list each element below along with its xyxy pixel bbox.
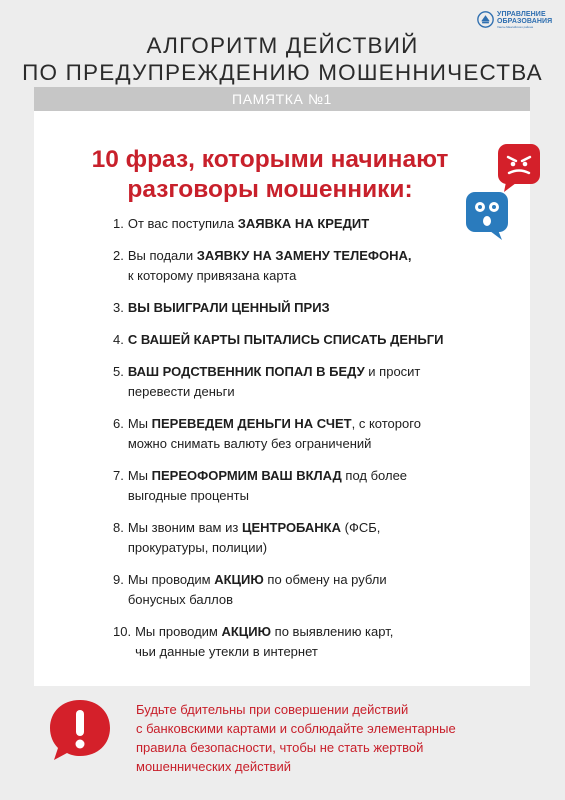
warning-text	[136, 700, 466, 776]
list-item-text	[128, 466, 513, 506]
list-item-number: 10.	[113, 624, 132, 639]
page-title-line-1: АЛГОРИТМ ДЕЙСТВИЙ	[146, 33, 419, 58]
list-item-text	[128, 246, 513, 286]
logo-line-2: ОБРАЗОВАНИЯ	[497, 18, 553, 25]
emphasis-text: ПЕРЕОФОРМИМ ВАШ ВКЛАД	[151, 468, 342, 483]
list-item	[113, 570, 513, 610]
memo-band	[34, 87, 530, 111]
warning-line-2: с банковскими картами и соблюдайте элементарные	[136, 721, 456, 736]
memo-label: ПАМЯТКА №1	[232, 91, 332, 107]
list-item-text	[135, 622, 513, 662]
headline-line-1: 10 фраз, которыми начинают	[91, 146, 449, 173]
list-item	[113, 466, 513, 506]
plain-text: по выявлению карт,	[271, 624, 394, 639]
list-item	[113, 622, 513, 662]
emphasis-text: АКЦИЮ	[221, 624, 272, 639]
logo-line-3: Ханты-Мансийского района	[497, 25, 534, 29]
list-item-text	[128, 518, 513, 558]
plain-text: Мы звоним вам из	[127, 520, 242, 535]
emphasis-text: ЗАЯВКУ НА ЗАМЕНУ ТЕЛЕФОНА,	[196, 248, 412, 263]
plain-text: Мы	[127, 468, 152, 483]
plain-text: выгодные проценты	[127, 488, 249, 503]
list-item-number: 6.	[113, 416, 124, 431]
list-item-line	[128, 330, 513, 350]
emphasis-text: С ВАШЕЙ КАРТЫ ПЫТАЛИСЬ СПИСАТЬ ДЕНЬГИ	[127, 332, 444, 347]
warning-icon	[46, 696, 114, 764]
list-item-line	[128, 414, 513, 434]
list-item-line	[135, 642, 513, 662]
emphasis-text: ПЕРЕВЕДЕМ ДЕНЬГИ НА СЧЕТ	[151, 416, 352, 431]
list-item-text	[128, 330, 513, 350]
logo	[477, 11, 552, 29]
list-item-line	[128, 486, 513, 506]
plain-text: Мы проводим	[127, 572, 215, 587]
logo-icon	[477, 11, 494, 28]
list-item	[113, 414, 513, 454]
logo-line-1: УПРАВЛЕНИЕ	[497, 11, 546, 18]
warning-line-3: правила безопасности, чтобы не стать жертвой	[136, 740, 424, 755]
list-item-number: 4.	[113, 332, 124, 347]
plain-text: к которому привязана карта	[127, 268, 297, 283]
plain-text: можно снимать валюту без ограничений	[127, 436, 372, 451]
list-item-line	[128, 266, 513, 286]
list-item-number: 2.	[113, 248, 124, 263]
page-title	[0, 32, 565, 86]
list-item-number: 8.	[113, 520, 124, 535]
list-item-line	[128, 434, 513, 454]
list-item	[113, 330, 513, 350]
list-item-line	[128, 518, 513, 538]
warning-line-4: мошеннических действий	[136, 759, 291, 774]
emphasis-text: АКЦИЮ	[214, 572, 264, 587]
list-item-number: 9.	[113, 572, 124, 587]
list-item-line	[128, 214, 513, 234]
list-item-number: 7.	[113, 468, 124, 483]
emphasis-text: ВЫ ВЫИГРАЛИ ЦЕННЫЙ ПРИЗ	[127, 300, 330, 315]
list-item	[113, 246, 513, 286]
list-item	[113, 214, 513, 234]
plain-text: бонусных баллов	[127, 592, 234, 607]
list-item-text	[128, 570, 513, 610]
list-item-text	[128, 214, 513, 234]
list-item-text	[128, 298, 513, 318]
plain-text: прокуратуры, полиции)	[127, 540, 268, 555]
emphasis-text: ЦЕНТРОБАНКА	[241, 520, 342, 535]
list-item-line	[128, 246, 513, 266]
plain-text: перевести деньги	[127, 384, 235, 399]
headline	[70, 145, 470, 205]
plain-text: Мы проводим	[135, 624, 222, 639]
plain-text: по обмену на рубли	[263, 572, 387, 587]
list-item-line	[128, 466, 513, 486]
list-item-line	[128, 538, 513, 558]
list-item-line	[128, 362, 513, 382]
angry-emoji-icon	[496, 142, 542, 194]
list-item	[113, 362, 513, 402]
list-item-line	[128, 382, 513, 402]
list-item-line	[128, 590, 513, 610]
phrase-list	[113, 214, 513, 662]
headline-line-2: разговоры мошенники:	[127, 176, 413, 203]
list-item-text	[128, 362, 513, 402]
list-item-number: 3.	[113, 300, 124, 315]
emphasis-text: ЗАЯВКА НА КРЕДИТ	[237, 216, 370, 231]
emphasis-text: ВАШ РОДСТВЕННИК ПОПАЛ В БЕДУ	[127, 364, 365, 379]
list-item-text	[128, 414, 513, 454]
warning-line-1: Будьте бдительны при совершении действий	[136, 702, 409, 717]
list-item-line	[128, 298, 513, 318]
page-title-line-2: ПО ПРЕДУПРЕЖДЕНИЮ МОШЕННИЧЕСТВА	[22, 60, 543, 85]
list-item	[113, 298, 513, 318]
list-item-number: 1.	[113, 216, 124, 231]
plain-text: Мы	[127, 416, 152, 431]
plain-text: Вы подали	[127, 248, 197, 263]
list-item	[113, 518, 513, 558]
list-item-line	[135, 622, 513, 642]
list-item-number: 5.	[113, 364, 124, 379]
plain-text: под более	[341, 468, 408, 483]
plain-text: (ФСБ,	[341, 520, 381, 535]
plain-text: и просит	[364, 364, 421, 379]
plain-text: , с которого	[351, 416, 421, 431]
plain-text: чьи данные утекли в интернет	[135, 644, 318, 659]
list-item-line	[128, 570, 513, 590]
plain-text: От вас поступила	[127, 216, 238, 231]
